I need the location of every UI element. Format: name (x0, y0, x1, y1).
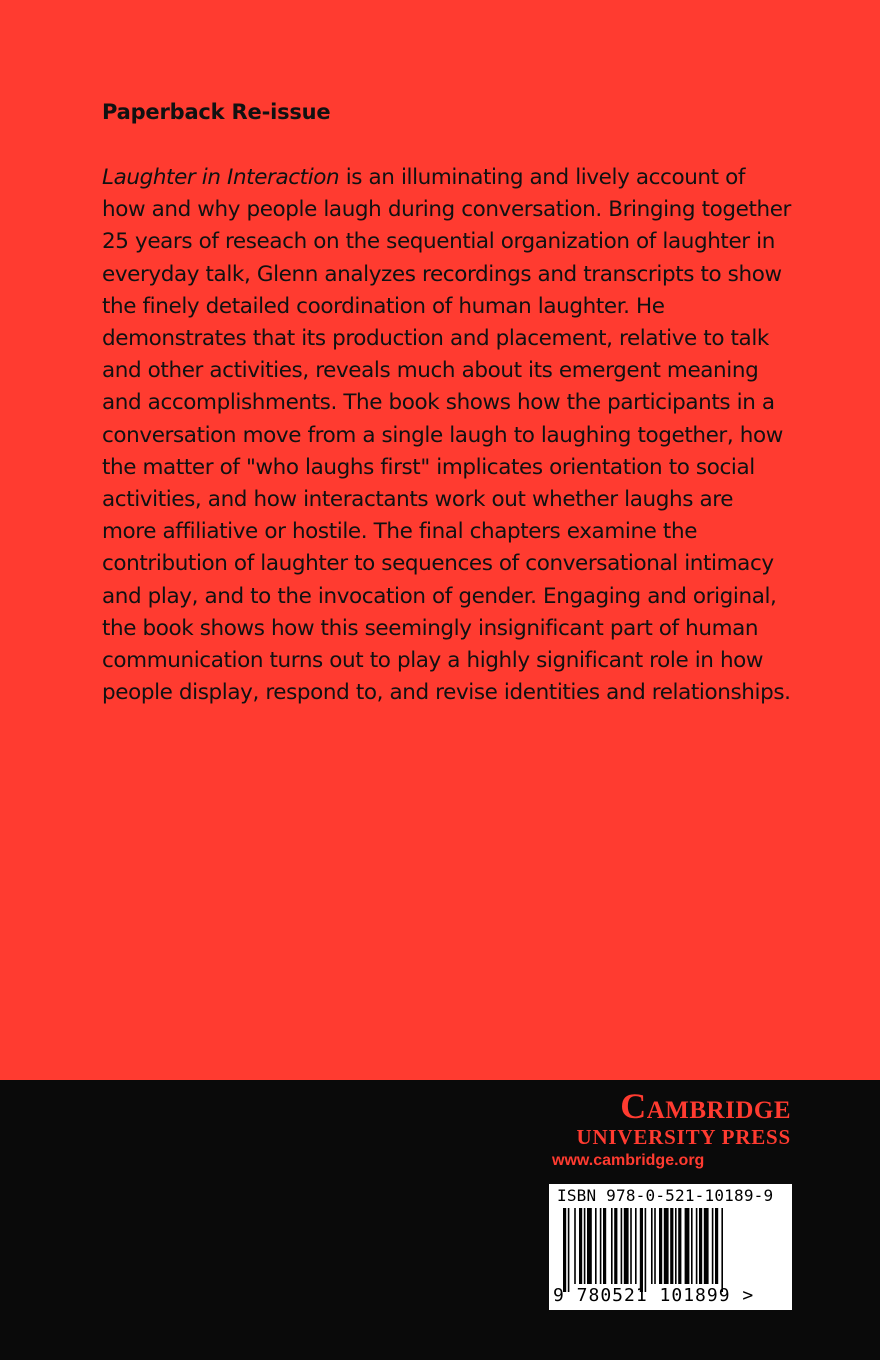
barcode-bar (699, 1208, 702, 1284)
barcode-bar (640, 1208, 643, 1292)
barcode-bar (691, 1208, 693, 1284)
barcode-bar (645, 1208, 647, 1292)
barcode-bar (614, 1208, 617, 1284)
barcode-bar (587, 1208, 592, 1284)
barcode-digits: 9 780521 101899 > (553, 1285, 755, 1306)
barcode-bar (654, 1208, 656, 1284)
barcode-bar (685, 1208, 690, 1284)
barcode-bar (579, 1208, 582, 1284)
barcode-bar (715, 1208, 718, 1284)
isbn-label: ISBN 978-0-521-10189-9 (557, 1186, 774, 1205)
barcode-bar (630, 1208, 632, 1284)
barcode-bar (635, 1208, 637, 1284)
barcode-bar (678, 1208, 681, 1284)
publisher-subtitle: UNIVERSITY PRESS (576, 1125, 791, 1149)
blurb-body-text: is an illuminating and lively account of how and why people laugh during conversation. Bringing together 25 years of reseach on the sequential organization of laughter in everyday talk, Glenn analyzes recordings and transcripts to show the finely detailed coordination of human laughter. He demonstrates that its production and placement, relative to talk and other activities, reveals much about its emergent meaning and accomplishments. The book shows how the participants in a conversation move from a single laugh to laughing together, how the matter of "who laughs first" implicates orientation to social activities, and how interactants work out whether laughs are more affiliative or hostile. The final chapters examine the contribution of laughter to sequences of conversational intimacy and play, and to the invocation of gender. Engaging and original, the book shows how this seemingly insignificant part of human communication turns out to play a highly significant role in how people display, respond to, and revise identities and relationships. (102, 165, 791, 706)
barcode-bar (563, 1208, 566, 1292)
barcode-bar (704, 1208, 709, 1284)
barcode-bar (670, 1208, 673, 1284)
isbn-barcode (549, 1184, 792, 1310)
barcode-bar (721, 1208, 723, 1292)
barcode-bar (574, 1208, 576, 1284)
barcode-bar (696, 1208, 698, 1284)
barcode-bar (675, 1208, 677, 1284)
barcode-bar (584, 1208, 586, 1284)
barcode-bar (611, 1208, 613, 1284)
blurb-book-title: Laughter in Interaction (102, 165, 340, 190)
blurb-paragraph (102, 162, 792, 709)
publisher-name: Cambridge (620, 1086, 791, 1126)
barcode-bar (651, 1208, 653, 1284)
barcode-bar (595, 1208, 597, 1284)
barcode-bar (568, 1208, 570, 1292)
barcode-bar (600, 1208, 602, 1284)
publisher-url: www.cambridge.org (552, 1152, 705, 1169)
barcode-bar (659, 1208, 662, 1284)
barcode-bar (621, 1208, 623, 1284)
reissue-label: Paperback Re-issue (102, 100, 331, 124)
barcode-bar (624, 1208, 629, 1284)
barcode-bar (603, 1208, 606, 1284)
barcode-bar (712, 1208, 714, 1284)
barcode-bar (664, 1208, 669, 1284)
